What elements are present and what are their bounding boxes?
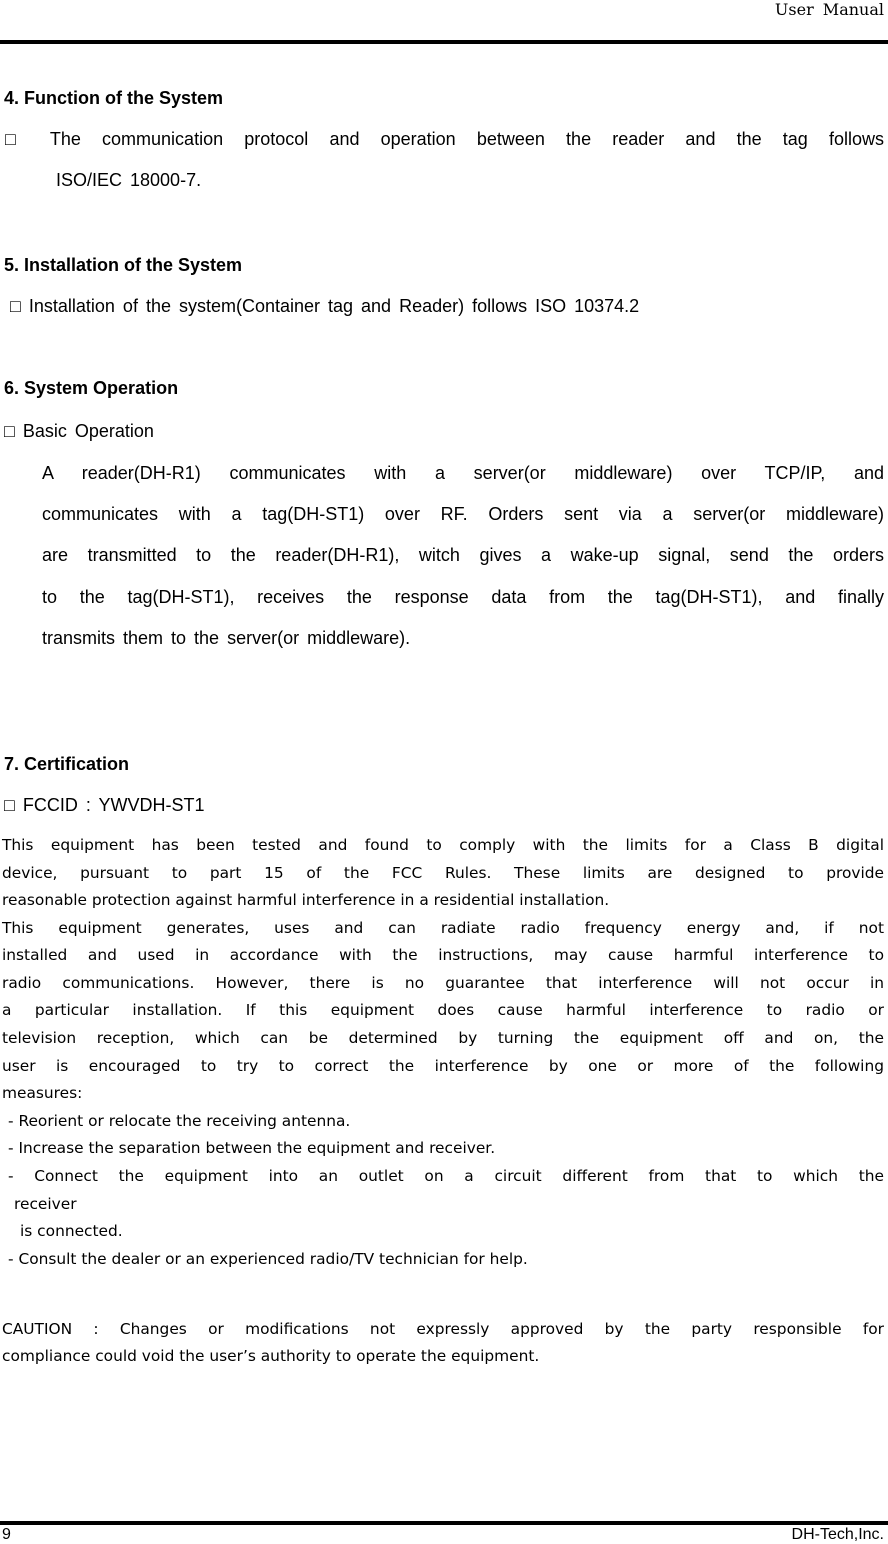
footer-company: DH-Tech,Inc. [791, 1526, 884, 1543]
section-6-heading: 6. System Operation [4, 378, 179, 398]
fcc-line: user is encouraged to try to correct the interference by one or more of the following [2, 1057, 884, 1075]
measure-item: - Increase the separation between the equipment and receiver. [8, 1139, 496, 1157]
fcc-line: This equipment generates, uses and can radiate radio frequency energy and, if not [2, 919, 884, 937]
paragraph-line: are transmitted to the reader(DH-R1), witch gives a wake-up signal, send the orders [42, 545, 884, 565]
measure-item: receiver [14, 1195, 77, 1213]
caution-line: compliance could void the user’s authority to operate the equipment. [2, 1347, 540, 1365]
paragraph-line: A reader(DH-R1) communicates with a server(or middleware) over TCP/IP, and [42, 463, 884, 483]
header-rule [0, 40, 888, 44]
measure-item: - Connect the equipment into an outlet on a circuit different from that to which the [8, 1167, 884, 1185]
paragraph-line: to the tag(DH-ST1), receives the response data from the tag(DH-ST1), and finally [42, 587, 884, 607]
fccid-line: □ FCCID : YWVDH-ST1 [4, 795, 205, 815]
header-title: User Manual [774, 0, 884, 19]
measure-item: - Reorient or relocate the receiving antenna. [8, 1112, 351, 1130]
fcc-line: a particular installation. If this equipment does cause harmful interference to radio or [2, 1001, 884, 1019]
section-5-heading: 5. Installation of the System [4, 255, 243, 275]
fcc-line: installed and used in accordance with the instructions, may cause harmful interference to [2, 946, 884, 964]
section-4-heading: 4. Function of the System [4, 88, 224, 108]
paragraph-line: transmits them to the server(or middleware). [42, 628, 411, 648]
page-number: 9 [2, 1526, 11, 1543]
caution-line: CAUTION : Changes or modifications not expressly approved by the party responsible for [2, 1320, 884, 1338]
paragraph-line: communicates with a tag(DH-ST1) over RF. Orders sent via a server(or middleware) [42, 504, 884, 524]
fcc-line: television reception, which can be determined by turning the equipment off and on, the [2, 1029, 884, 1047]
section-4-text: □ The communication protocol and operation between the reader and the tag follows [5, 129, 884, 149]
footer-rule [0, 1521, 888, 1525]
measure-item: - Consult the dealer or an experienced radio/TV technician for help. [8, 1250, 528, 1268]
fcc-line: reasonable protection against harmful interference in a residential installation. [2, 891, 610, 909]
fcc-line: This equipment has been tested and found to comply with the limits for a Class B digital [2, 836, 884, 854]
section-7-heading: 7. Certification [4, 754, 130, 774]
section-4-text: ISO/IEC 18000-7. [56, 170, 202, 190]
fcc-line: radio communications. However, there is no guarantee that interference will not occur in [2, 974, 884, 992]
measure-item: is connected. [20, 1222, 123, 1240]
section-6-subheading: □ Basic Operation [4, 421, 154, 441]
section-5-text: □ Installation of the system(Container tag and Reader) follows ISO 10374.2 [10, 296, 640, 316]
fcc-line: device, pursuant to part 15 of the FCC Rules. These limits are designed to provide [2, 864, 884, 882]
fcc-line: measures: [2, 1084, 83, 1102]
